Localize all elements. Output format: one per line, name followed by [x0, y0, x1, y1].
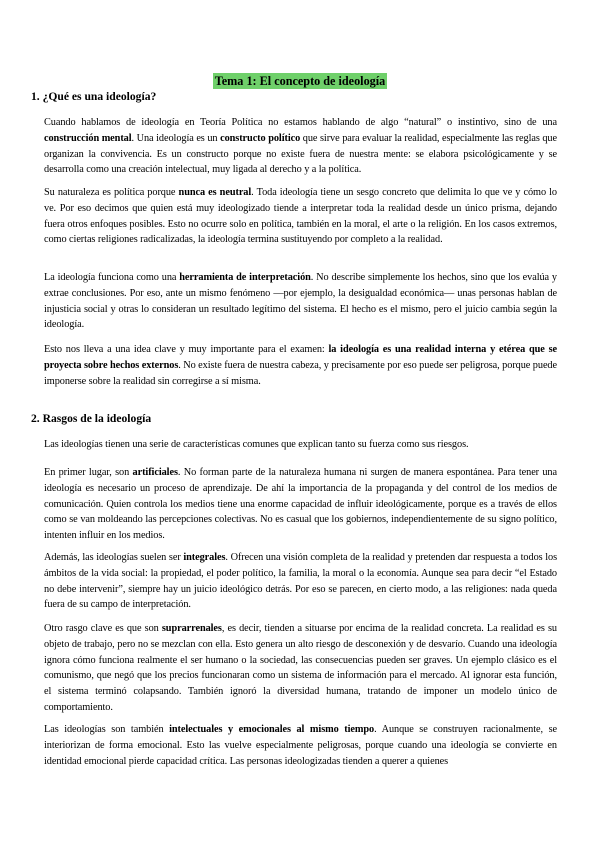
text-run: Las ideologías tienen una serie de características comunes que explican tanto su fuerza como sus riesgos. — [44, 439, 469, 450]
paragraph — [44, 437, 557, 453]
text-run: En primer lugar, son — [44, 467, 133, 478]
paragraph — [44, 270, 557, 333]
text-run: Las ideologías son también — [44, 724, 170, 735]
section-heading-1: 1. ¿Qué es una ideología? — [31, 90, 157, 103]
paragraph — [44, 621, 557, 716]
section-heading-2: 2. Rasgos de la ideología — [31, 412, 152, 425]
text-run: . Una ideología es un — [131, 132, 221, 144]
paragraph — [44, 722, 557, 769]
bold-text: constructo político — [220, 132, 301, 144]
bold-text: herramienta de interpretación — [179, 272, 311, 283]
text-run: La ideología funciona como una — [44, 272, 180, 283]
paragraph — [44, 115, 557, 178]
text-run: . No existe fuera de nuestra cabeza, y precisamente por eso puede ser peligrosa, porque puede imponerse sobre la realidad sin corregirse a sí misma. — [44, 359, 557, 387]
text-run: Otro rasgo clave es que son — [44, 623, 162, 634]
bold-text: la ideología es una realidad interna y etérea que se proyecta sobre hechos externos — [44, 344, 557, 371]
paragraph — [44, 550, 557, 613]
text-run: . Aunque se construyen racionalmente, se interiorizan de forma emocional. Esto las vuelve especialmente peligrosas, porque cuando una ideología se convierte en identidad emocional pierde capacidad crítica. Las personas ideologizadas tienden a querer a quienes — [44, 724, 557, 767]
paragraph — [44, 465, 557, 544]
bold-text: nunca es neutral — [178, 187, 252, 198]
document-title: Tema 1: El concepto de ideología — [214, 74, 386, 88]
text-run: Su naturaleza es política porque — [44, 187, 179, 198]
text-run: que sirve para evaluar la realidad, especialmente las reglas que organizan la convivencia. Es un constructo porque no existe fuera de nuestra mente: se elabora psicológicamente y se desarrolla como una creación intelectual, muy ligada al derecho y a la política. — [44, 132, 557, 176]
bold-text: artificiales — [132, 467, 178, 478]
bold-text: integrales — [183, 552, 226, 563]
text-run: Además, las ideologías suelen ser — [44, 552, 184, 563]
text-run: Esto nos lleva a una idea clave y muy importante para el examen: — [44, 344, 329, 355]
bold-text: suprarrenales — [161, 623, 222, 634]
bold-text: intelectuales y emocionales al mismo tiempo — [169, 724, 375, 735]
text-run: Cuando hablamos de ideología en Teoría Política no estamos hablando de algo “natural” o instintivo, sino de una — [44, 117, 557, 128]
text-run: . No forman parte de la naturaleza humana ni surgen de manera espontánea. Para tener una ideología es necesario un proceso de aprendizaje. De ahí la importancia de la propaganda y del control de los medios de comunicación. Quien controla los medios tiene una enorme capacidad de influir ideológicamente, porque es a través de ellos como se van moldeando las percepciones colectivas. No es casual que los gobiernos, independientemente de su signo político, intenten influir en los medios. — [44, 467, 557, 542]
text-run: . No describe simplemente los hechos, sino que los evalúa y extrae conclusiones. Por eso, ante un mismo fenómeno —por ejemplo, la desigualdad económica— unas personas hablan de injusticia social y otras lo consideran un resultado legítimo del sistema. El hecho es el mismo, pero el juicio cambia según la ideología. — [44, 272, 557, 331]
paragraph — [44, 342, 557, 389]
bold-text: construcción mental — [44, 132, 132, 144]
text-run: . Toda ideología tiene un sesgo concreto que delimita lo que ve y cómo lo ve. Por eso decimos que quien está muy ideologizado tiende a interpretar toda la realidad desde un único prisma, dejando fuera otros enfoques posibles. Esto no ocurre solo en política, también en la moral, el arte o la religión. En los casos extremos, como ciertas religiones radicalizadas, la ideología termina sustituyendo por completo a la realidad. — [44, 187, 557, 246]
text-run: . Ofrecen una visión completa de la realidad y pretenden dar respuesta a todos los ámbitos de la vida social: la propiedad, el poder político, la familia, la moral o la economía. Aunque sea para decir “el Estado no debe intervenir”, siempre hay un juicio ideológico detrás. Por eso se parecen, en cierto modo, a las religiones: nada queda fuera de su campo de interpretación. — [44, 552, 557, 611]
paragraph — [44, 185, 557, 248]
title-wrapper — [0, 72, 600, 90]
text-run: , es decir, tienden a situarse por encima de la realidad concreta. La realidad es su objeto de trabajo, pero no se mezclan con ella. Esto genera un alto riesgo de desconexión y de desvarío. Cuando una ideología ignora cómo funciona realmente el ser humano o la sociedad, las consecuencias pueden ser graves. Un ejemplo clásico es el comunismo, que negó que los precios funcionaran como un sistema de información para el mercado. Al ignorar esta función, el sistema terminó colapsando. También ignoró la diversidad humana, tratando de imponer un modelo único de comportamiento. — [44, 623, 557, 713]
